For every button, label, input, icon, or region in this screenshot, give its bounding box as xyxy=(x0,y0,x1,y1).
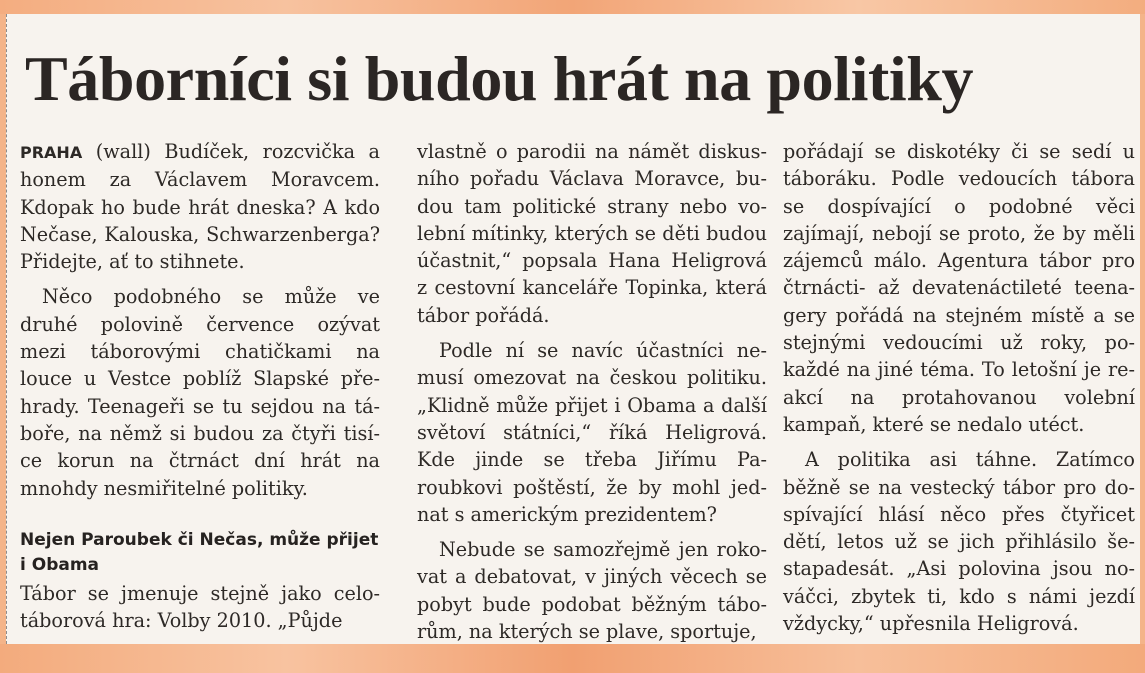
paragraph: vlastně o parodii na námět diskusního pořadu Václava Moravce, budou tam politické strany nebo volební mítinky, kterých se děti budou účastnit,“ popsala Hana Heligrová z cestovní kanceláře Topinka, která tábor pořádá. xyxy=(417,140,767,327)
column-3 xyxy=(783,138,1135,637)
newspaper-clipping xyxy=(6,14,1140,644)
paragraph: A politika asi táhne. Zatímco běžně se na vestecký tábor pro dospívající hlásí něco přes čtyřicet dětí, letos už se jich přihlásilo šestapadesát. „Asi polovina jsou nováčci, zbytek ti, kdo s námi jezdí vždycky,“ upřesnila Heligrová. xyxy=(783,448,1135,636)
lead-paragraph xyxy=(20,138,380,275)
paragraph: Nebude se samozřejmě jen rokovat a debatovat, v jiných věcech se pobyt bude podobat běžným táborům, na kterých se plave, sportuje, xyxy=(417,538,767,644)
headline: Táborníci si budou hrát na politiky xyxy=(25,43,974,114)
subheading: Nejen Paroubek či Nečas, může přijet i Obama xyxy=(20,529,379,575)
column-2 xyxy=(417,138,767,644)
paragraph: pořádají se diskotéky či se sedí u táboráku. Podle vedoucích tábora se dospívající o podobné věci zajímají, nebojí se proto, že by měli zájemců málo. Agentura tábor pro čtrnácti- až devatenáctileté teenagery pořádá na stejném místě a se stejnými vedoucími už roky, pokaždé na jiné téma. To letošní je reakcí na protahovanou volební kampaň, které se nedalo utéct. xyxy=(783,140,1135,436)
paragraph: Tábor se jmenuje stejně jako celotáborová hra: Volby 2010. „Půjde xyxy=(20,581,380,633)
lead-text: Budíček, rozcvička a honem za Václavem Moravcem. Kdopak ho bude hrát dneska? A kdo Nečase, Kalouska, Schwarzenberga? Přidejte, ať to stihnete. xyxy=(20,140,380,274)
dateline: PRAHA xyxy=(20,143,83,162)
orange-highlight-bottom xyxy=(0,644,1145,673)
orange-highlight-top xyxy=(0,0,1145,14)
paragraph: Něco podobného se může ve druhé polovině července ozývat mezi táborovými chatičkami na louce u Vestce poblíž Slapské přehrady. Teenageři se tu sejdou na táboře, na němž si budou za čtyři tisíce korun na čtrnáct dní hrát na mnohdy nesmiřitelné politiky. xyxy=(20,285,380,500)
paragraph: Podle ní se navíc účastníci nemusí omezovat na českou politiku. „Klidně může přijet i Obama a další světoví státníci,“ říká Heligrová. Kde jinde se třeba Jiřímu Paroubkovi poštěstí, že by mohl jednat s americkým prezidentem? xyxy=(417,339,767,526)
byline: (wall) xyxy=(95,140,151,163)
column-1 xyxy=(20,138,380,634)
